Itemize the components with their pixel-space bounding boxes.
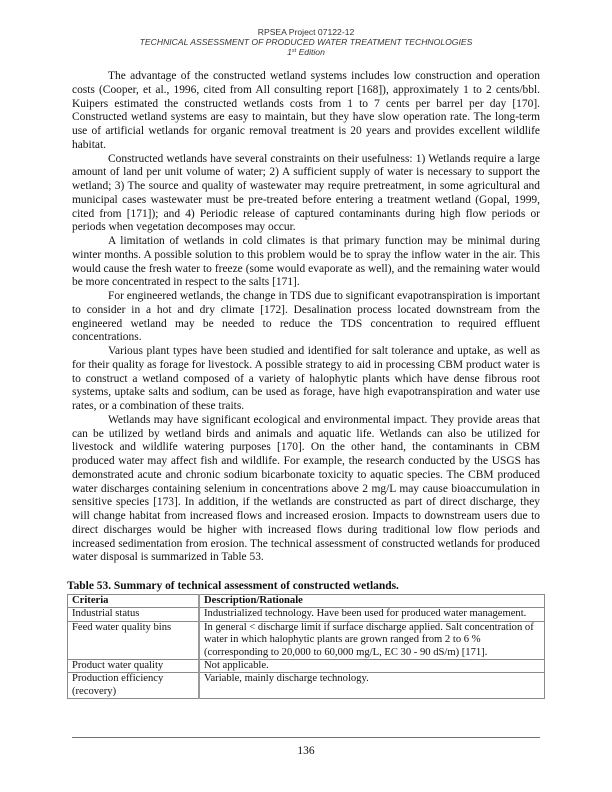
table-row — [68, 660, 545, 673]
column-header-criteria: Criteria — [68, 595, 200, 608]
page-header — [0, 27, 612, 58]
assessment-table — [67, 594, 545, 699]
edition-label: Edition — [296, 47, 325, 58]
paragraph-engineered-wetlands: For engineered wetlands, the change in TDS due to significant evapotranspiration is important to consider in a hot and dry climate [172]. Desalination process located downstream from the engineered wetland may be needed to reduce the TDS concentration to required effluent concentrations. — [72, 290, 540, 344]
header-title: TECHNICAL ASSESSMENT OF PRODUCED WATER TREATMENT TECHNOLOGIES — [139, 37, 473, 48]
header-edition — [0, 47, 612, 57]
table-header-row — [68, 595, 545, 608]
criteria-cell: Product water quality — [68, 660, 200, 673]
description-cell: Not applicable. — [199, 660, 545, 673]
edition-number: 1 — [287, 47, 292, 58]
paragraph-cold-climates: A limitation of wetlands in cold climates is that primary function may be minimal during winter months. A possible solution to this problem would be to spray the inflow water in the air. This would cause the fresh water to freeze (some would evaporate as well), and the remaining water would be more concentrated in respect to the salts [171]. — [72, 235, 540, 289]
paragraph-environmental-impact: Wetlands may have significant ecological and environmental impact. They provide areas that can be utilized by wetland birds and animals and aquatic life. Wetlands can also be utilized for livestock and wildlife watering purposes [170]. On the other hand, the contaminants in CBM produced water may affect fish and wildlife. For example, the research conducted by the USGS has demonstrated acute and chronic sodium bicarbonate toxicity to aquatic species. The CBM produced water discharges containing selenium in concentrations above 2 mg/L may cause bioaccumulation in sensitive species [173]. In addition, if the wetlands are constructed as part of direct discharge, they will change habitat from increased flows and increased erosion. Impacts to downstream users due to direct discharges would be higher with increased flows during traditional low flow periods and increased sedimentation from erosion. The technical assessment of constructed wetlands for produced water disposal is summarized in Table 53. — [72, 413, 540, 564]
header-project: RPSEA Project 07122-12 — [257, 27, 355, 37]
body-text — [72, 70, 540, 565]
table-row — [68, 621, 545, 659]
page-number: 136 — [297, 745, 315, 757]
column-header-description: Description/Rationale — [199, 595, 545, 608]
description-cell: Industrialized technology. Have been used for produced water management. — [199, 608, 545, 621]
criteria-cell: Feed water quality bins — [68, 621, 200, 659]
edition-suffix: st — [291, 48, 297, 55]
table-row — [68, 608, 545, 621]
criteria-cell: Production efficiency (recovery) — [68, 673, 200, 699]
footer-divider — [72, 737, 540, 738]
paragraph-costs: The advantage of the constructed wetland systems includes low construction and operation costs (Cooper, et al., 1996, cited from All consulting report [168]), approximately 1 to 2 cents/bbl. Kuipers estimated the constructed wetlands costs from 1 to 7 cents per barrel per day [170]. Constructed wetland systems are easy to maintain, but they have slow operation rate. The long-term use of artificial wetlands for organic removal treatment is 20 years and provides excellent wildlife habitat. — [72, 70, 540, 151]
criteria-cell: Industrial status — [68, 608, 200, 621]
paragraph-constraints: Constructed wetlands have several constraints on their usefulness: 1) Wetlands require a large amount of land per unit volume of water; 2) A sufficient supply of water is necessary to support the wetland; 3) The source and quality of wastewater may require pretreatment, in some agricultural and municipal cases wastewater must be pre-treated before entering a treatment wetland (Gopal, 1999, cited from [171]); and 4) Periodic release of captured contaminants during high flow periods or periods when vegetation decomposes may occur. — [72, 152, 540, 234]
description-cell: In general < discharge limit if surface discharge applied. Salt concentration of water in which halophytic plants are grown ranged from 2 to 6 % (corresponding to 20,000 to 60,000 mg/L, EC 30 - 90 dS/m) [171]. — [199, 621, 545, 659]
table-caption: Table 53. Summary of technical assessment of constructed wetlands. — [67, 580, 399, 592]
paragraph-plant-types: Various plant types have been studied and identified for salt tolerance and uptake, as well as for their quality as forage for livestock. A possible strategy to aid in processing CBM product water is to construct a wetland composed of a variety of halophytic plants which have dense fibrous root systems, uptake salts and sodium, can be used as forage, have high evapotranspiration and water use rates, or a combination of these traits. — [72, 345, 540, 412]
table-row — [68, 673, 545, 699]
description-cell: Variable, mainly discharge technology. — [199, 673, 545, 699]
